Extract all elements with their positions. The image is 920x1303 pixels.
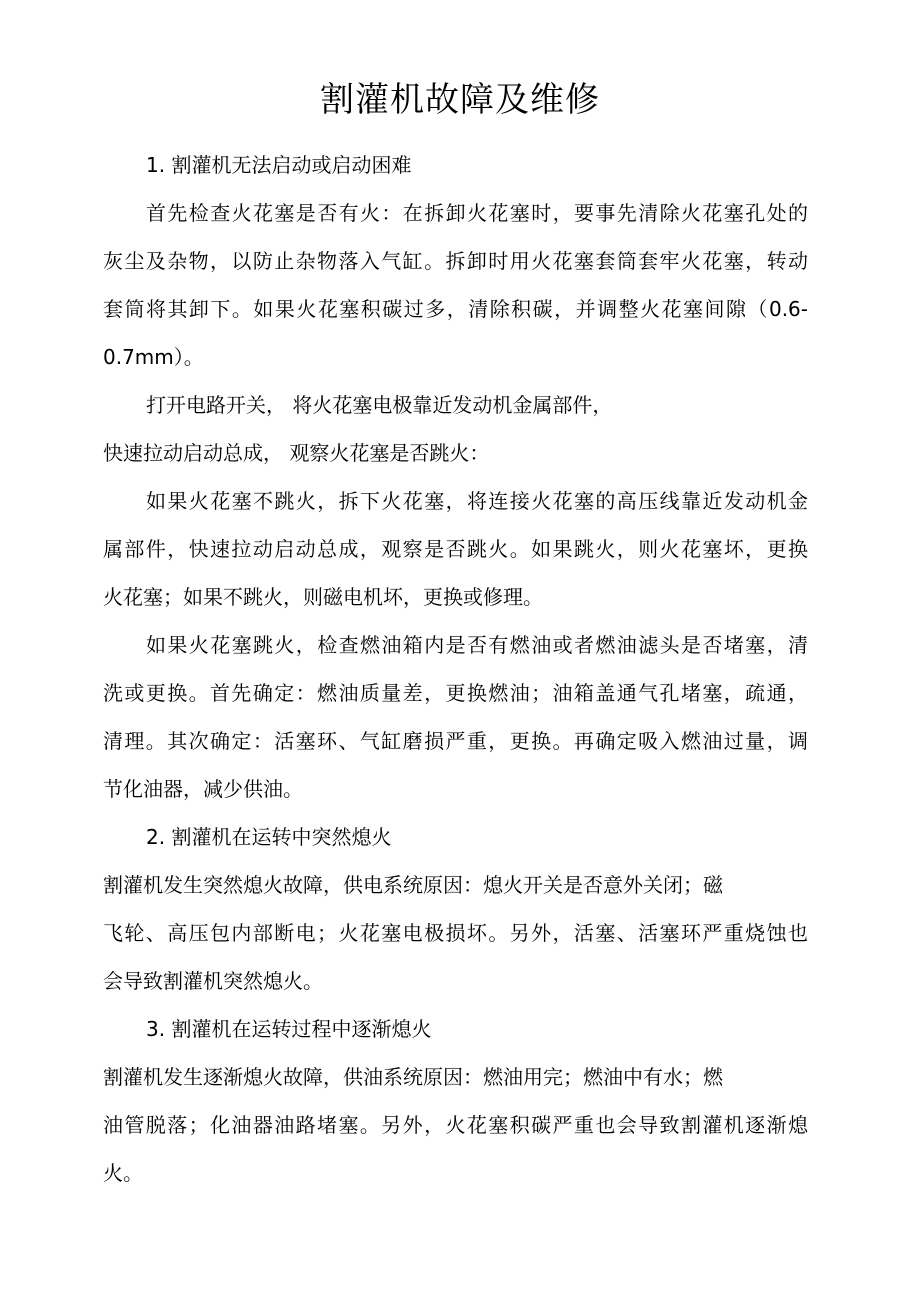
text-line: 火。 — [103, 1161, 143, 1185]
text-line: 会导致割灌机突然熄火。 — [103, 969, 323, 993]
text-line: 洗或更换。首先确定：燃油质量差，更换燃油；油箱盖通气孔堵塞，疏通， — [103, 681, 808, 705]
text-line: 灰尘及杂物，以防止杂物落入气缸。拆卸时用火花塞套筒套牢火花塞，转动 — [103, 249, 808, 273]
text-line: 属部件，快速拉动启动总成，观察是否跳火。如果跳火，则火花塞坏，更换 — [103, 537, 808, 561]
document-title: 割灌机故障及维修 — [320, 80, 600, 120]
text-line: 首先检查火花塞是否有火：在拆卸火花塞时，要事先清除火花塞孔处的 — [146, 201, 808, 225]
text-line: 飞轮、高压包内部断电；火花塞电极损坏。另外，活塞、活塞环严重烧蚀也 — [103, 921, 808, 945]
text-line: 割灌机发生逐渐熄火故障，供油系统原因：燃油用完；燃油中有水；燃 — [103, 1065, 723, 1089]
text-line: 如果火花塞跳火，检查燃油箱内是否有燃油或者燃油滤头是否堵塞，清 — [146, 633, 808, 657]
text-line: 1. 割灌机无法启动或启动困难 — [146, 153, 412, 177]
text-line: 2. 割灌机在运转中突然熄火 — [146, 825, 392, 849]
text-line: 油管脱落；化油器油路堵塞。另外，火花塞积碳严重也会导致割灌机逐渐熄 — [103, 1113, 808, 1137]
text-line: 如果火花塞不跳火，拆下火花塞，将连接火花塞的高压线靠近发动机金 — [146, 489, 808, 513]
document-body — [103, 141, 808, 1197]
text-line: 打开电路开关， 将火花塞电极靠近发动机金属部件， — [146, 393, 613, 417]
text-line: 快速拉动启动总成， 观察火花塞是否跳火： — [103, 441, 490, 465]
text-line: 0.7mm）。 — [103, 345, 204, 369]
text-line: 割灌机发生突然熄火故障，供电系统原因：熄火开关是否意外关闭；磁 — [103, 873, 723, 897]
text-line: 清理。其次确定：活塞环、气缸磨损严重，更换。再确定吸入燃油过量，调 — [103, 729, 808, 753]
text-line: 套筒将其卸下。如果火花塞积碳过多，清除积碳，并调整火花塞间隙（0.6- — [103, 297, 808, 321]
text-line: 火花塞；如果不跳火，则磁电机坏，更换或修理。 — [103, 585, 543, 609]
text-line: 3. 割灌机在运转过程中逐渐熄火 — [146, 1017, 432, 1041]
text-line: 节化油器，减少供油。 — [103, 777, 303, 801]
